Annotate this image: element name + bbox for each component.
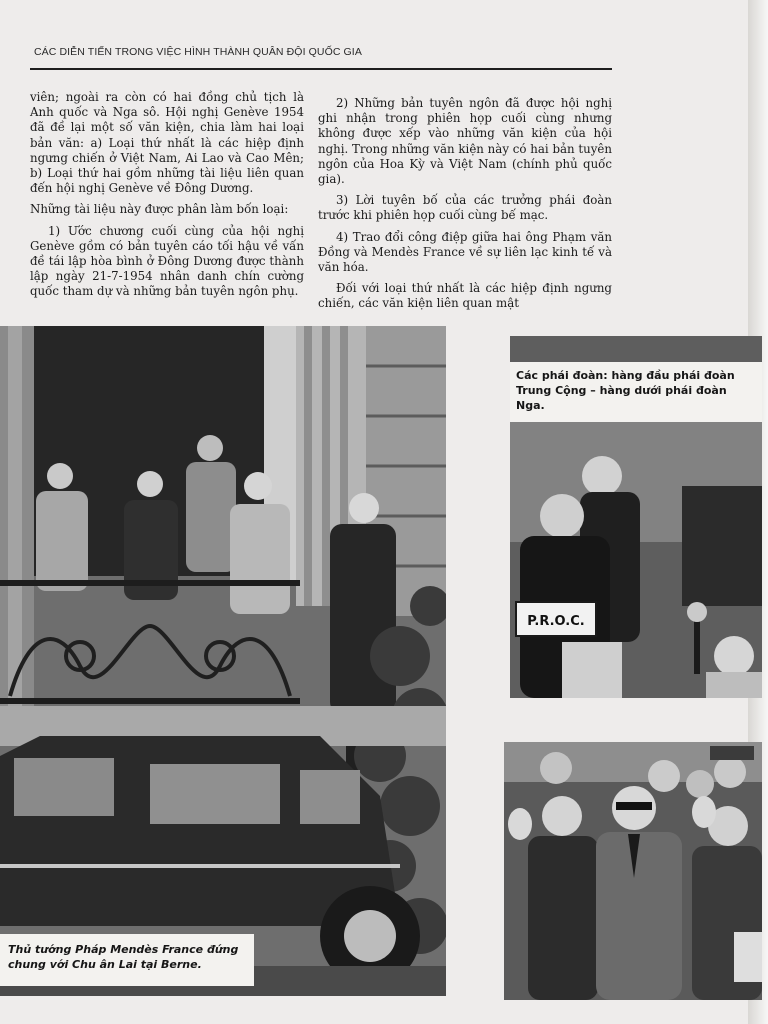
paragraph: 4) Trao đổi công điệp giữa hai ông Phạm văn Đồng và Mendès France về sự liên lạc kinh tế và văn hóa. bbox=[318, 229, 612, 275]
paragraph: Đối với loại thứ nhất là các hiệp định ngưng chiến, các văn kiện liên quan mật bbox=[318, 281, 612, 311]
left-text-column bbox=[30, 90, 304, 306]
paragraph: viên; ngoài ra còn có hai đồng chủ tịch là Anh quốc và Nga sô. Hội nghị Genève 1954 đã đề lại một số văn kiện, chia làm hai loại bản văn: a) Loại thứ nhất là các hiệp định ngưng chiến ở Việt Nam, Ai Lao và Cao Mên; b) Loại thứ hai gồm những tài liệu liên quan đến hội nghị Genève về Đông Dương. bbox=[30, 90, 304, 196]
paragraph: 1) Ước chương cuối cùng của hội nghị Genève gồm có bản tuyên cáo tối hậu về vấn đề tái lập hòa bình ở Đông Dương được thành lập ngày 21-7-1954 nhân danh chín cường quốc tham dự và những bản tuyên ngôn phụ. bbox=[30, 223, 304, 299]
paragraph: Những tài liệu này được phân làm bốn loại: bbox=[30, 202, 289, 217]
photo-waving-group bbox=[504, 742, 762, 1000]
delegations-photo-caption: Các phái đoàn: hàng đầu phái đoàn Trung Cộng – hàng dưới phái đoàn Nga. bbox=[510, 362, 762, 422]
paragraph: 3) Lời tuyên bố của các trưởng phái đoàn trước khi phiên họp cuối cùng bế mạc. bbox=[318, 193, 612, 223]
running-header: CÁC DIỄN TIẾN TRONG VIỆC HÌNH THÀNH QUÂN ĐỘI QUỐC GIA bbox=[34, 46, 362, 58]
main-photo-caption: Thủ tướng Pháp Mendès France đứng chung với Chu ân Lai tại Berne. bbox=[0, 934, 254, 986]
photo-mendes-france-chou-en-lai bbox=[0, 326, 446, 996]
paragraph: 2) Những bản tuyên ngôn đã được hội nghị ghi nhận trong phiên họp cuối cùng nhưng không được xếp vào những văn kiện của hội nghị. Trong những văn kiện này có hai bản tuyên ngôn của Hoa Kỳ và Việt Nam (chính phủ quốc gia). bbox=[318, 96, 612, 187]
header-rule bbox=[30, 68, 612, 70]
placard-label: P.R.O.C. bbox=[527, 614, 585, 629]
right-text-column bbox=[318, 96, 612, 320]
